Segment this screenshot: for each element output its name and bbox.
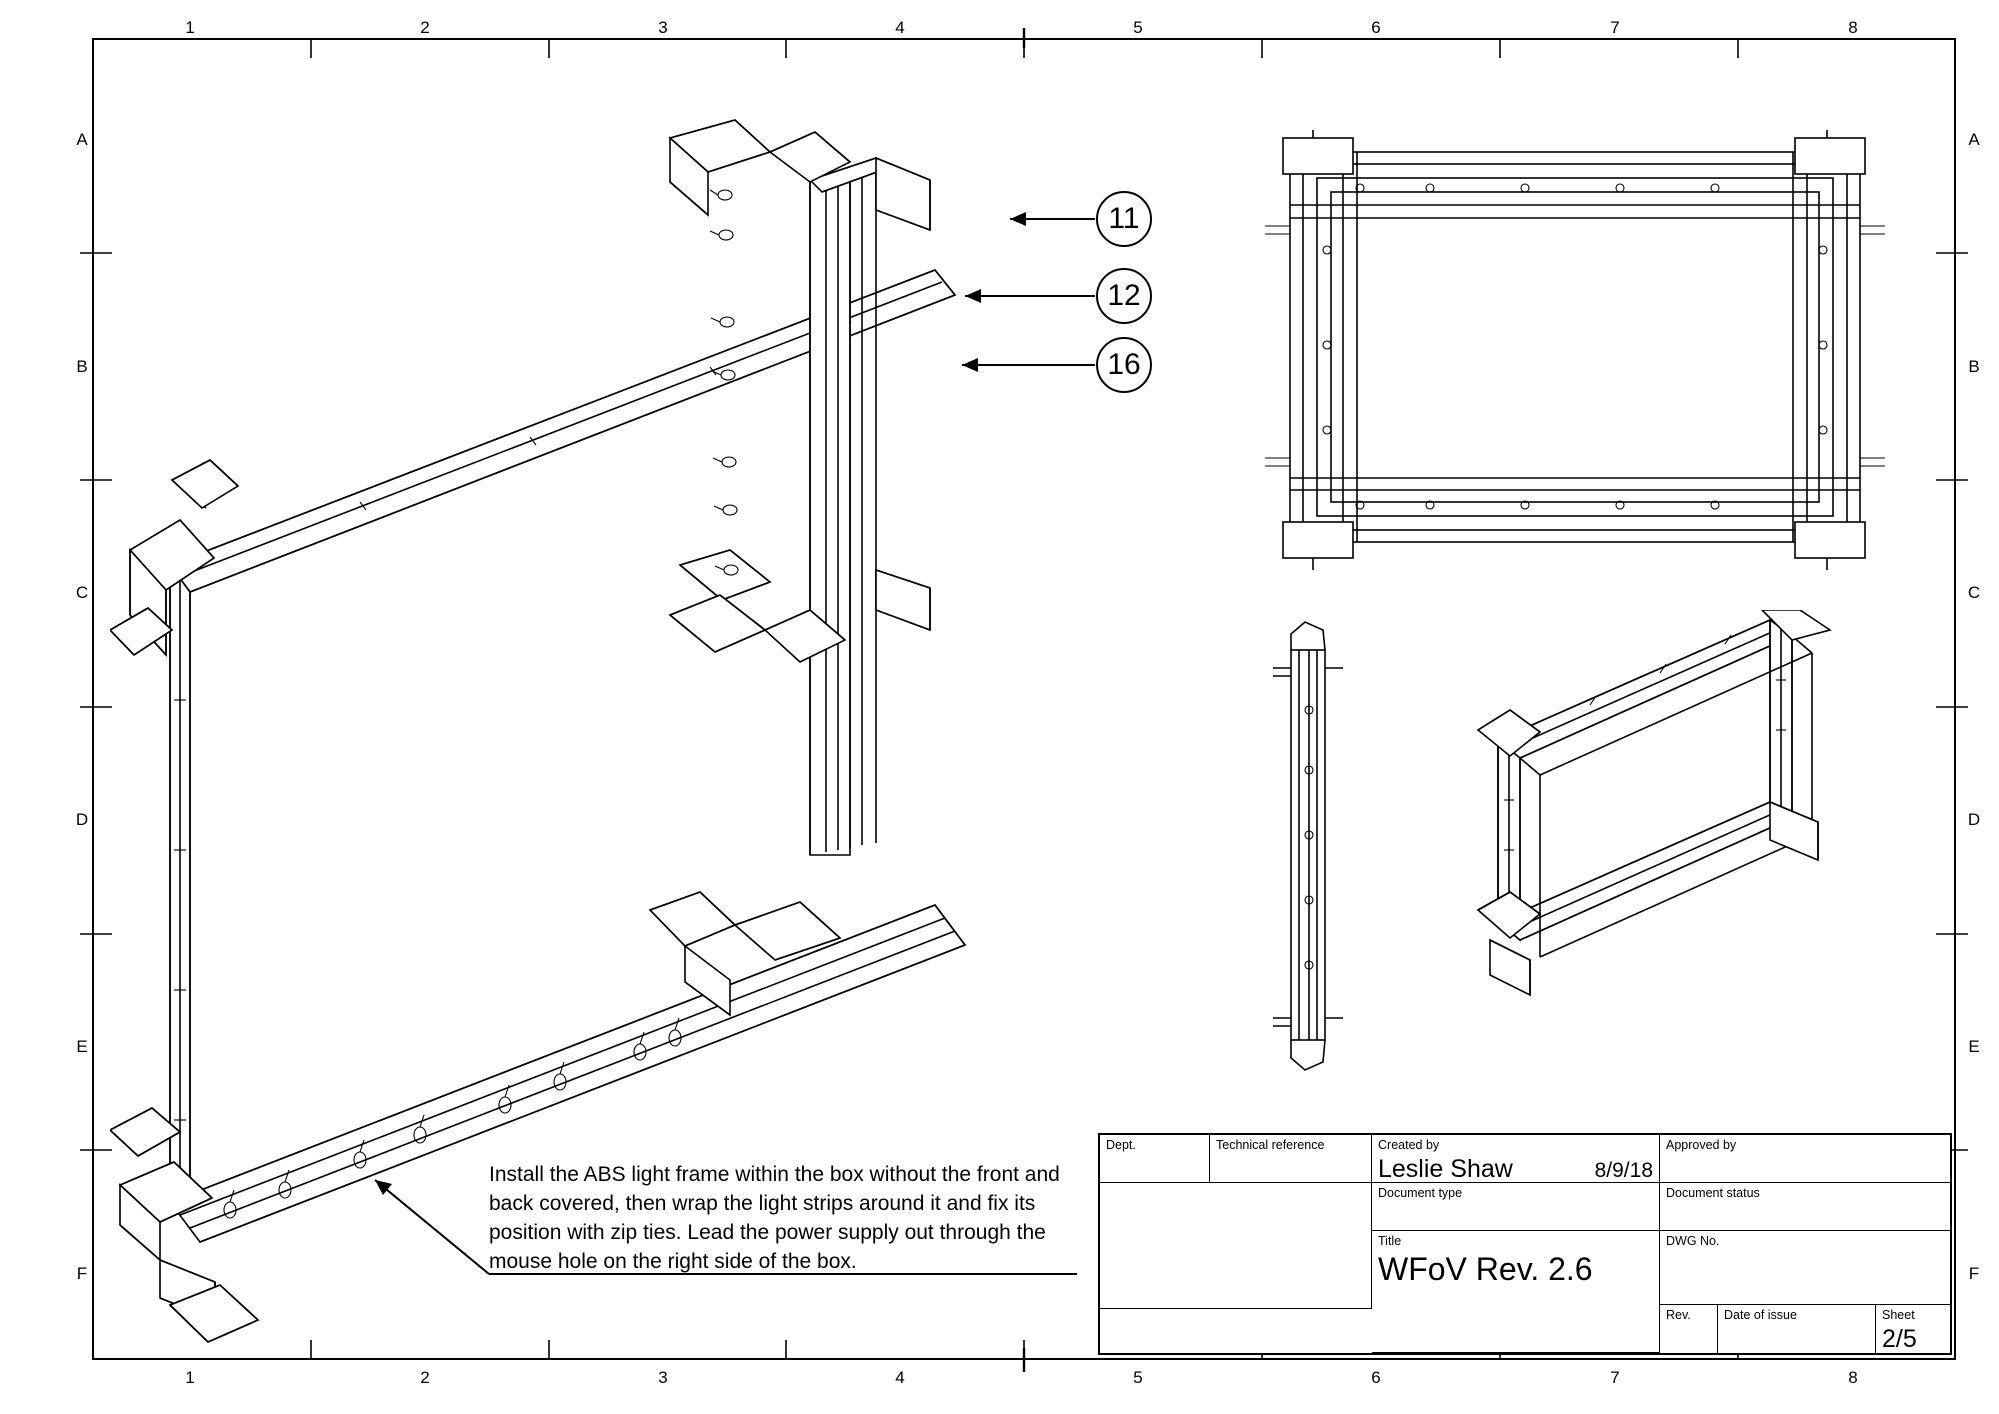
title-label: Title	[1378, 1234, 1402, 1248]
row-label-left-A: A	[76, 130, 88, 149]
title-block	[1098, 1133, 1952, 1355]
column-label-bottom-8: 8	[1848, 1368, 1858, 1387]
dept-cell	[1100, 1135, 1210, 1183]
column-label-bottom-7: 7	[1610, 1368, 1620, 1387]
installation-note: Install the ABS light frame within the box without the front and back covered, then wrap the light strips around it and fix its position with zip ties. Lead the power supply out through the mouse hole on the right side of the box.	[489, 1163, 1060, 1273]
dwg-no-cell	[1660, 1231, 1950, 1305]
row-label-left-B: B	[76, 357, 88, 376]
sheet-value: 2/5	[1882, 1325, 1917, 1353]
document-status-label: Document status	[1666, 1186, 1760, 1200]
approved-by-cell	[1660, 1135, 1950, 1183]
column-label-top-6: 6	[1371, 18, 1381, 37]
column-label-top-3: 3	[658, 18, 668, 37]
column-label-bottom-6: 6	[1371, 1368, 1381, 1387]
column-label-top-8: 8	[1848, 18, 1858, 37]
column-label-bottom-4: 4	[895, 1368, 905, 1387]
column-label-bottom-5: 5	[1133, 1368, 1143, 1387]
created-date-value: 8/9/18	[1594, 1159, 1653, 1182]
row-label-right-C: C	[1967, 583, 1981, 602]
dept-label: Dept.	[1106, 1138, 1136, 1152]
callout-number-16: 16	[1107, 348, 1141, 381]
column-label-top-4: 4	[895, 18, 905, 37]
technical-reference-label: Technical reference	[1216, 1138, 1325, 1152]
column-label-bottom-3: 3	[658, 1368, 668, 1387]
row-label-right-D: D	[1967, 810, 1981, 829]
row-label-left-C: C	[75, 583, 89, 602]
row-label-right-B: B	[1968, 357, 1980, 376]
title-value: WFoV Rev. 2.6	[1378, 1251, 1593, 1287]
sheet-label: Sheet	[1882, 1308, 1915, 1322]
created-by-value: Leslie Shaw	[1378, 1155, 1513, 1183]
date-of-issue-label: Date of issue	[1724, 1308, 1797, 1322]
created-by-label: Created by	[1378, 1138, 1440, 1152]
document-type-cell	[1372, 1183, 1660, 1231]
column-label-top-2: 2	[420, 18, 430, 37]
rev-cell	[1660, 1305, 1718, 1353]
row-label-left-E: E	[76, 1037, 88, 1056]
row-label-right-A: A	[1968, 130, 1980, 149]
title-cell	[1372, 1231, 1660, 1353]
sheet-cell	[1876, 1305, 1950, 1353]
column-label-bottom-2: 2	[420, 1368, 430, 1387]
blank-left-cell	[1100, 1183, 1372, 1309]
column-label-bottom-1: 1	[185, 1368, 195, 1387]
column-label-top-7: 7	[1610, 18, 1620, 37]
technical-reference-cell	[1210, 1135, 1372, 1183]
column-label-top-1: 1	[185, 18, 195, 37]
row-label-left-F: F	[76, 1264, 88, 1283]
dwg-no-label: DWG No.	[1666, 1234, 1720, 1248]
row-label-left-D: D	[75, 810, 89, 829]
approved-by-label: Approved by	[1666, 1138, 1737, 1152]
row-label-right-E: E	[1968, 1037, 1980, 1056]
document-type-label: Document type	[1378, 1186, 1463, 1200]
date-of-issue-cell	[1718, 1305, 1876, 1353]
callout-number-11: 11	[1108, 202, 1140, 235]
row-label-right-F: F	[1968, 1264, 1980, 1283]
created-by-cell	[1372, 1135, 1660, 1183]
rev-label: Rev.	[1666, 1308, 1691, 1322]
callout-number-12: 12	[1107, 279, 1141, 312]
column-label-top-5: 5	[1133, 18, 1143, 37]
document-status-cell	[1660, 1183, 1950, 1231]
